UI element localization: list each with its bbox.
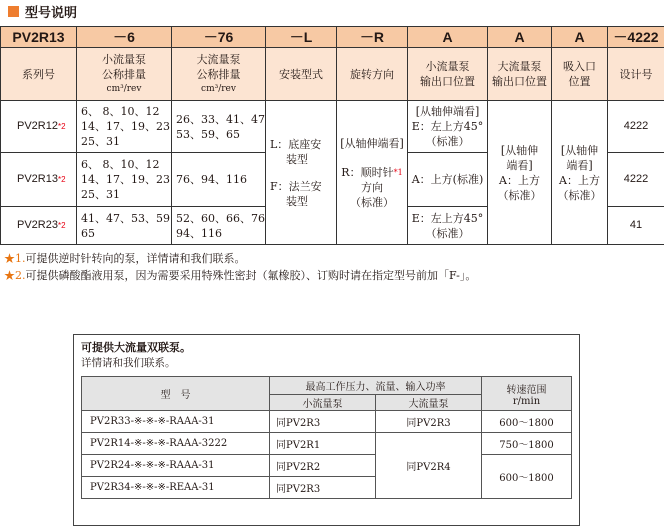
footnote-text: 可提供磷酸酯液用泵，因为需要采用特殊性密封（氟橡胶）、订购时请在指定型号前加「F-」。 bbox=[25, 269, 477, 282]
section-header bbox=[8, 2, 77, 20]
code-rotation: －R bbox=[337, 27, 408, 48]
rotation-cell bbox=[337, 101, 408, 245]
table-row bbox=[82, 455, 572, 477]
large-capacity-cell bbox=[172, 153, 266, 207]
large-capacity-cell bbox=[172, 101, 266, 153]
large-capacity-line: 76、94、116 bbox=[176, 173, 247, 186]
header-small: 小流量泵 bbox=[270, 395, 376, 411]
small-out-line: E：左上方45° bbox=[411, 120, 484, 133]
label-large-out-line2: 输出口位置 bbox=[492, 75, 547, 88]
dual-pump-table bbox=[81, 376, 572, 499]
code-suction: A bbox=[552, 27, 608, 48]
code-small-out: A bbox=[408, 27, 488, 48]
small-out-cell bbox=[408, 207, 488, 245]
label-large-pump-unit: cm³/rev bbox=[201, 83, 236, 94]
model-cell: PV2R24-※-※-※-RAAA-31 bbox=[82, 455, 270, 477]
footnote-text: 可提供逆时针转向的泵，详情请和我们联系。 bbox=[25, 252, 246, 265]
small-capacity-line: 65 bbox=[81, 226, 95, 240]
code-mount: －L bbox=[266, 27, 337, 48]
large-cell: 同PV2R3 bbox=[376, 411, 482, 433]
large-capacity-cell bbox=[172, 207, 266, 245]
small-capacity-cell bbox=[77, 153, 172, 207]
dual-box-title: 可提供大流量双联泵。 bbox=[81, 341, 191, 354]
dual-header-row bbox=[82, 377, 572, 395]
label-row bbox=[1, 48, 664, 101]
code-large-out: A bbox=[488, 27, 552, 48]
mount-f: F：法兰安 bbox=[270, 179, 322, 193]
mount-cell bbox=[266, 101, 337, 245]
small-cell: 同PV2R1 bbox=[270, 433, 376, 455]
small-out-line: [从轴伸端看] bbox=[415, 105, 480, 118]
rotation-r2: 方向 bbox=[361, 180, 383, 194]
model-cell: PV2R34-※-※-※-REAA-31 bbox=[82, 477, 270, 499]
large-capacity-line: 52、60、66、76 bbox=[176, 211, 265, 225]
small-capacity-line: 25、31 bbox=[81, 135, 120, 148]
rotation-r: R：顺时针 bbox=[341, 165, 394, 179]
small-out-cell bbox=[408, 153, 488, 207]
small-out-line: E：左上方45° bbox=[411, 211, 484, 225]
label-small-out-line2: 输出口位置 bbox=[420, 75, 475, 88]
code-series: PV2R13 bbox=[1, 27, 77, 48]
suction-view1: [从轴伸 bbox=[560, 143, 599, 157]
footnote-2 bbox=[4, 267, 476, 284]
large-out-a: A：上方 bbox=[499, 173, 540, 187]
series-cell bbox=[1, 153, 77, 207]
small-out-line: （标准） bbox=[425, 135, 470, 148]
label-series: 系列号 bbox=[1, 48, 77, 101]
header-speed-label: 转速范围 bbox=[506, 384, 547, 396]
small-out-line: （标准） bbox=[425, 226, 470, 240]
suction-cell bbox=[552, 101, 608, 245]
large-out-view1: [从轴伸 bbox=[500, 143, 539, 157]
code-small: －6 bbox=[77, 27, 172, 48]
model-code-table bbox=[0, 26, 664, 245]
label-design: 设计号 bbox=[608, 48, 664, 101]
orange-square-icon bbox=[8, 6, 19, 17]
footnote-1 bbox=[4, 250, 476, 267]
star-mark: *2 bbox=[57, 175, 66, 184]
label-small-out bbox=[408, 48, 488, 101]
header-speed bbox=[482, 377, 572, 411]
label-suction-line1: 吸入口 bbox=[563, 60, 596, 73]
dual-pump-box bbox=[73, 334, 580, 526]
small-cell: 同PV2R2 bbox=[270, 455, 376, 477]
suction-std: （标准） bbox=[557, 188, 602, 202]
footnote-mark: ★2. bbox=[4, 269, 26, 282]
label-large-out-line1: 大流量泵 bbox=[497, 60, 542, 73]
small-out-line: A：上方(标准) bbox=[411, 173, 484, 186]
label-large-out bbox=[488, 48, 552, 101]
model-cell: PV2R14-※-※-※-RAAA-3222 bbox=[82, 433, 270, 455]
design-cell: 41 bbox=[608, 207, 664, 245]
rotation-r-line bbox=[337, 165, 407, 180]
star-mark: *1 bbox=[393, 167, 403, 177]
section-title: 型号说明 bbox=[25, 5, 78, 21]
star-mark: *2 bbox=[57, 221, 66, 230]
series-name: PV2R12 bbox=[17, 120, 58, 132]
series-cell bbox=[1, 101, 77, 153]
footnotes bbox=[4, 250, 476, 284]
rotation-r3: （标准） bbox=[350, 195, 394, 209]
label-large-pump-line2: 公称排量 bbox=[196, 67, 241, 81]
large-capacity-line: 26、33、41、47 bbox=[176, 112, 265, 126]
series-cell bbox=[1, 207, 77, 245]
label-large-pump bbox=[172, 48, 266, 101]
label-large-pump-line1: 大流量泵 bbox=[196, 52, 241, 66]
large-capacity-line: 94、116 bbox=[176, 226, 222, 240]
label-suction bbox=[552, 48, 608, 101]
small-out-cell bbox=[408, 101, 488, 153]
small-capacity-line: 14、17、19、23 bbox=[81, 120, 170, 133]
speed-cell: 750～1800 bbox=[482, 433, 572, 455]
header-model: 型 号 bbox=[82, 377, 270, 411]
small-capacity-line: 25、31 bbox=[81, 188, 120, 201]
label-small-pump bbox=[77, 48, 172, 101]
code-row bbox=[1, 27, 664, 48]
small-cell: 同PV2R3 bbox=[270, 411, 376, 433]
header-large: 大流量泵 bbox=[376, 395, 482, 411]
star-mark: *2 bbox=[57, 122, 66, 131]
large-out-std: （标准） bbox=[497, 188, 542, 202]
table-row bbox=[1, 101, 664, 153]
rotation-view: [从轴伸端看] bbox=[340, 136, 404, 150]
suction-a: A：上方 bbox=[559, 173, 600, 187]
design-cell: 4222 bbox=[608, 153, 664, 207]
small-capacity-cell bbox=[77, 207, 172, 245]
code-design: －4222 bbox=[608, 27, 664, 48]
large-cell: 同PV2R4 bbox=[376, 433, 482, 499]
table-row bbox=[82, 433, 572, 455]
label-mount: 安装型式 bbox=[266, 48, 337, 101]
mount-f-2: 装型 bbox=[286, 194, 308, 208]
dual-box-subtitle: 详情请和我们联系。 bbox=[81, 357, 176, 369]
header-perf: 最高工作压力、流量、输入功率 bbox=[270, 377, 482, 395]
large-capacity-line: 53、59、65 bbox=[176, 127, 240, 141]
table-row bbox=[82, 411, 572, 433]
label-suction-line2: 位置 bbox=[568, 75, 591, 88]
large-out-view2: 端看] bbox=[506, 158, 533, 172]
footnote-mark: ★1. bbox=[4, 252, 26, 265]
design-cell: 4222 bbox=[608, 101, 664, 153]
series-name: PV2R13 bbox=[17, 173, 58, 185]
large-out-cell bbox=[488, 101, 552, 245]
series-name: PV2R23 bbox=[17, 219, 58, 231]
mount-l: L：底座安 bbox=[270, 137, 322, 151]
label-small-out-line1: 小流量泵 bbox=[425, 60, 470, 73]
model-cell: PV2R33-※-※-※-RAAA-31 bbox=[82, 411, 270, 433]
speed-cell: 600～1800 bbox=[482, 411, 572, 433]
label-rotation: 旋转方向 bbox=[337, 48, 408, 101]
suction-view2: 端看] bbox=[566, 158, 593, 172]
label-small-pump-line1: 小流量泵 bbox=[102, 52, 146, 66]
small-capacity-line: 6、 8、10、12 bbox=[81, 158, 160, 171]
label-small-pump-unit: cm³/rev bbox=[106, 83, 142, 94]
small-capacity-line: 6、 8、10、12 bbox=[81, 105, 160, 118]
small-capacity-cell bbox=[77, 101, 172, 153]
label-small-pump-line2: 公称排量 bbox=[102, 67, 146, 81]
small-capacity-line: 41、47、53、59 bbox=[81, 211, 170, 225]
small-capacity-line: 14、17、19、23 bbox=[81, 173, 170, 186]
mount-l-2: 装型 bbox=[286, 152, 308, 166]
small-cell: 同PV2R3 bbox=[270, 477, 376, 499]
speed-cell: 600～1800 bbox=[482, 455, 572, 499]
header-speed-unit: r/min bbox=[512, 395, 541, 407]
code-large: －76 bbox=[172, 27, 266, 48]
